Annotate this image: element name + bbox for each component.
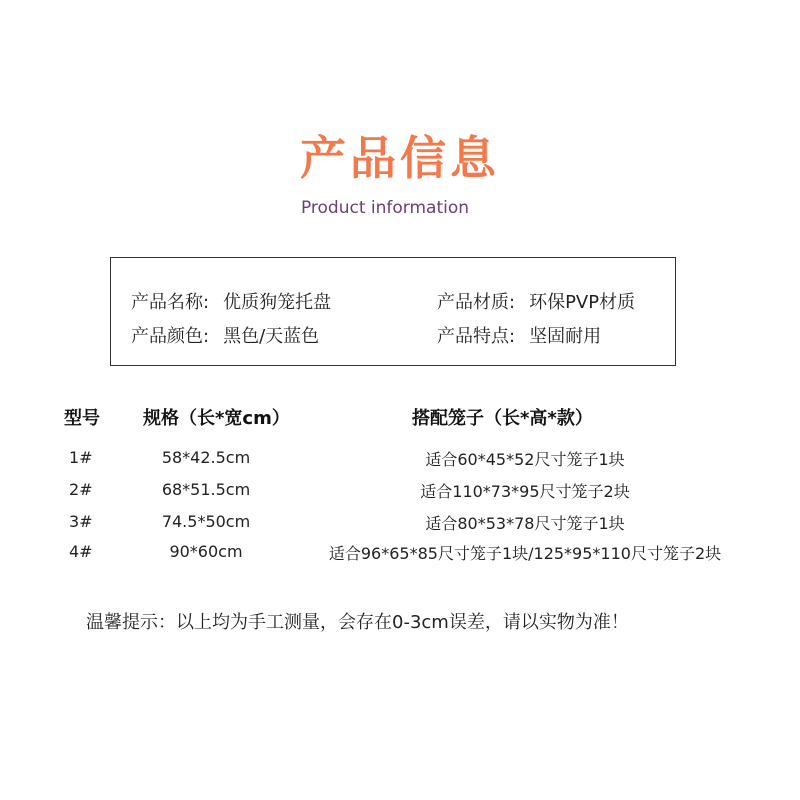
row-2-match: 适合110*73*95尺寸笼子2块 [420, 482, 630, 501]
info-feature [437, 322, 601, 348]
info-material-value: 环保PVP材质 [529, 292, 636, 313]
info-material-label: 产品材质: [437, 292, 516, 313]
row-4-match: 适合96*65*85尺寸笼子1块/125*95*110尺寸笼子2块 [328, 544, 722, 563]
info-feature-label: 产品特点: [437, 326, 516, 347]
row-1-match: 适合60*45*52尺寸笼子1块 [425, 450, 625, 469]
page-subtitle: Product information [300, 198, 470, 218]
page-title: 产品信息 [300, 131, 500, 185]
header-match: 搭配笼子（长*高*款） [412, 408, 593, 429]
info-color-value: 黑色/天蓝色 [223, 326, 320, 347]
info-name-label: 产品名称: [131, 292, 210, 313]
info-material [437, 288, 635, 314]
row-3-model: 3# [69, 512, 93, 531]
row-2-size: 68*51.5cm [161, 480, 251, 499]
product-info-box [110, 257, 676, 366]
info-color [131, 322, 319, 348]
info-color-label: 产品颜色: [131, 326, 210, 347]
info-feature-value: 坚固耐用 [529, 326, 602, 347]
info-name-value: 优质狗笼托盘 [223, 292, 332, 313]
header-size: 规格（长*宽cm） [143, 408, 290, 429]
row-1-model: 1# [69, 448, 93, 467]
row-1-size: 58*42.5cm [161, 448, 251, 467]
row-4-model: 4# [69, 542, 93, 561]
tip-note: 温馨提示：以上均为手工测量，会存在0-3cm误差，请以实物为准！ [86, 612, 629, 633]
info-name [131, 288, 331, 314]
row-2-model: 2# [69, 480, 93, 499]
row-4-size: 90*60cm [169, 542, 243, 561]
header-model: 型号 [64, 408, 100, 429]
row-3-size: 74.5*50cm [161, 512, 251, 531]
row-3-match: 适合80*53*78尺寸笼子1块 [425, 514, 625, 533]
